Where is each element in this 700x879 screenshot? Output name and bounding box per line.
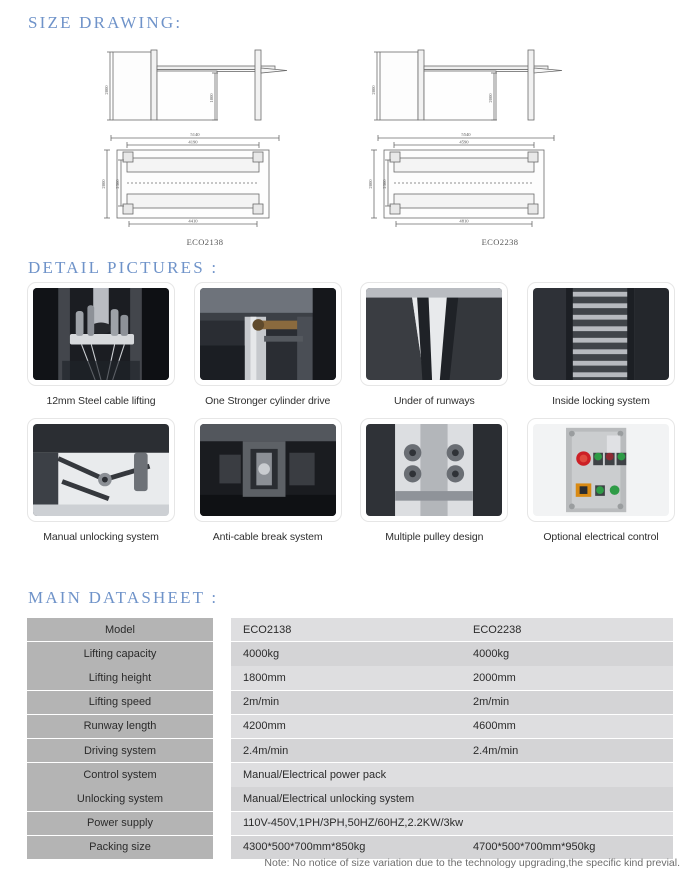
svg-text:4410: 4410 xyxy=(188,218,198,224)
detail-pictures-section xyxy=(27,282,675,553)
table-gap xyxy=(213,836,231,859)
table-row xyxy=(27,763,673,786)
table-row-label: Packing size xyxy=(27,836,213,859)
table-row xyxy=(27,812,673,835)
svg-text:4590: 4590 xyxy=(459,139,469,145)
table-cell-driving-system-1: 2.4m/min xyxy=(243,744,289,757)
table-row-label: Control system xyxy=(27,763,213,786)
detail-photo-cell xyxy=(27,282,175,408)
technical-drawing-eco2138 xyxy=(55,34,355,249)
table-cell-lifting-capacity-2: 4000kg xyxy=(473,647,510,660)
table-cell-control-system: Manual/Electrical power pack xyxy=(243,768,387,781)
detail-photo-caption: Inside locking system xyxy=(552,395,650,407)
table-row-values xyxy=(231,642,673,665)
table-row xyxy=(27,739,673,762)
detail-photo-row xyxy=(27,282,675,408)
svg-text:5140: 5140 xyxy=(190,132,200,137)
table-row-label: Lifting speed xyxy=(27,691,213,714)
table-row-label: Driving system xyxy=(27,739,213,762)
table-row xyxy=(27,787,673,810)
table-row-values xyxy=(231,691,673,714)
detail-photo-cell xyxy=(360,418,508,544)
detail-photo-caption: 12mm Steel cable lifting xyxy=(46,395,156,407)
detail-photo-cell xyxy=(194,282,342,408)
table-row-values xyxy=(231,666,673,689)
table-row xyxy=(27,618,673,641)
table-cell-unlocking-system: Manual/Electrical unlocking system xyxy=(243,793,415,805)
table-row-label: Lifting height xyxy=(27,666,213,689)
drawing-svg-eco2238 xyxy=(350,34,650,234)
page-title-size-drawing: SIZE DRAWING: xyxy=(28,13,183,32)
steel-cable-pulley-photo[interactable] xyxy=(27,282,175,386)
table-gap xyxy=(213,666,231,689)
manual-unlock-linkage-photo[interactable] xyxy=(27,418,175,522)
table-cell-power-supply: 110V-450V,1PH/3PH,50HZ/60HZ,2.2KW/3kw xyxy=(243,817,464,830)
table-cell-lifting-speed-2: 2m/min xyxy=(473,696,510,709)
table-row-values xyxy=(231,836,673,859)
table-gap xyxy=(213,763,231,786)
svg-text:2300: 2300 xyxy=(115,179,120,189)
table-gap xyxy=(213,642,231,665)
drawing-caption-eco2238: ECO2238 xyxy=(481,237,519,247)
svg-text:2300: 2300 xyxy=(382,179,387,189)
detail-photo-cell xyxy=(194,418,342,544)
detail-photo-cell xyxy=(527,282,675,408)
table-cell-runway-length-1: 4200mm xyxy=(243,720,286,733)
table-row-label: Runway length xyxy=(27,715,213,738)
table-cell-runway-length-2: 4600mm xyxy=(473,720,516,733)
table-row-label: Unlocking system xyxy=(27,787,213,810)
table-cell-driving-system-2: 2.4m/min xyxy=(473,744,519,757)
table-cell-lifting-speed-1: 2m/min xyxy=(243,696,280,709)
svg-text:2000: 2000 xyxy=(488,93,493,103)
table-row xyxy=(27,666,673,689)
anti-cable-break-photo[interactable] xyxy=(194,418,342,522)
size-drawing-section xyxy=(0,34,700,249)
hydraulic-cylinder-photo[interactable] xyxy=(194,282,342,386)
svg-text:2800: 2800 xyxy=(368,179,373,189)
table-row-values xyxy=(231,812,673,835)
svg-text:2800: 2800 xyxy=(371,85,376,95)
table-row-values xyxy=(231,739,673,762)
svg-text:2800: 2800 xyxy=(101,179,106,189)
detail-photo-caption: Anti-cable break system xyxy=(212,530,323,543)
svg-text:4190: 4190 xyxy=(188,139,198,145)
table-gap xyxy=(213,739,231,762)
table-gap xyxy=(213,787,231,810)
multiple-pulley-photo[interactable] xyxy=(360,418,508,522)
runway-underside-photo[interactable] xyxy=(360,282,508,386)
table-cell-model-1: ECO2138 xyxy=(243,623,292,636)
table-row-label: Power supply xyxy=(27,812,213,835)
inside-locking-ladder-photo[interactable] xyxy=(527,282,675,386)
detail-photo-cell xyxy=(27,418,175,544)
table-row-values xyxy=(231,787,673,810)
table-row-values xyxy=(231,715,673,738)
table-gap xyxy=(213,812,231,835)
drawing-caption-eco2138: ECO2138 xyxy=(186,237,224,247)
table-row xyxy=(27,715,673,738)
detail-photo-caption: Manual unlocking system xyxy=(43,530,159,543)
page-title-main-datasheet: MAIN DATASHEET : xyxy=(28,588,219,607)
table-cell-packing-size-1: 4300*500*700mm*850kg xyxy=(243,841,366,854)
svg-text:5540: 5540 xyxy=(461,132,471,137)
table-row xyxy=(27,642,673,665)
table-row xyxy=(27,836,673,859)
detail-photo-caption: Under of runways xyxy=(393,395,475,407)
footer-note: Note: No notice of size variation due to the technology upgrading,the specific kind previal. xyxy=(264,857,680,869)
detail-photo-row xyxy=(27,418,675,544)
table-gap xyxy=(213,715,231,738)
table-row-values xyxy=(231,763,673,786)
table-row-label: Lifting capacity xyxy=(27,642,213,665)
detail-photo-cell xyxy=(360,282,508,408)
detail-photo-cell xyxy=(527,418,675,544)
electrical-control-box-photo[interactable] xyxy=(527,418,675,522)
detail-photo-caption: One Stronger cylinder drive xyxy=(205,395,331,407)
table-row xyxy=(27,691,673,714)
table-cell-lifting-capacity-1: 4000kg xyxy=(243,647,280,660)
svg-text:1800: 1800 xyxy=(209,93,214,103)
table-gap xyxy=(213,691,231,714)
datasheet-table xyxy=(27,618,673,860)
table-cell-model-2: ECO2238 xyxy=(473,623,522,636)
table-row-values xyxy=(231,618,673,641)
technical-drawing-eco2238 xyxy=(350,34,650,249)
svg-text:4810: 4810 xyxy=(459,218,469,224)
detail-photo-caption: Optional electrical control xyxy=(543,530,659,543)
page-title-detail-pictures: DETAIL PICTURES : xyxy=(28,258,219,277)
table-cell-packing-size-2: 4700*500*700mm*950kg xyxy=(473,841,596,854)
drawing-svg-eco2138 xyxy=(55,34,355,234)
table-gap xyxy=(213,618,231,641)
table-row-label: Model xyxy=(27,618,213,641)
table-cell-lifting-height-1: 1800mm xyxy=(243,672,286,685)
detail-photo-caption: Multiple pulley design xyxy=(385,530,484,543)
svg-text:2800: 2800 xyxy=(104,85,109,95)
table-cell-lifting-height-2: 2000mm xyxy=(473,672,516,685)
